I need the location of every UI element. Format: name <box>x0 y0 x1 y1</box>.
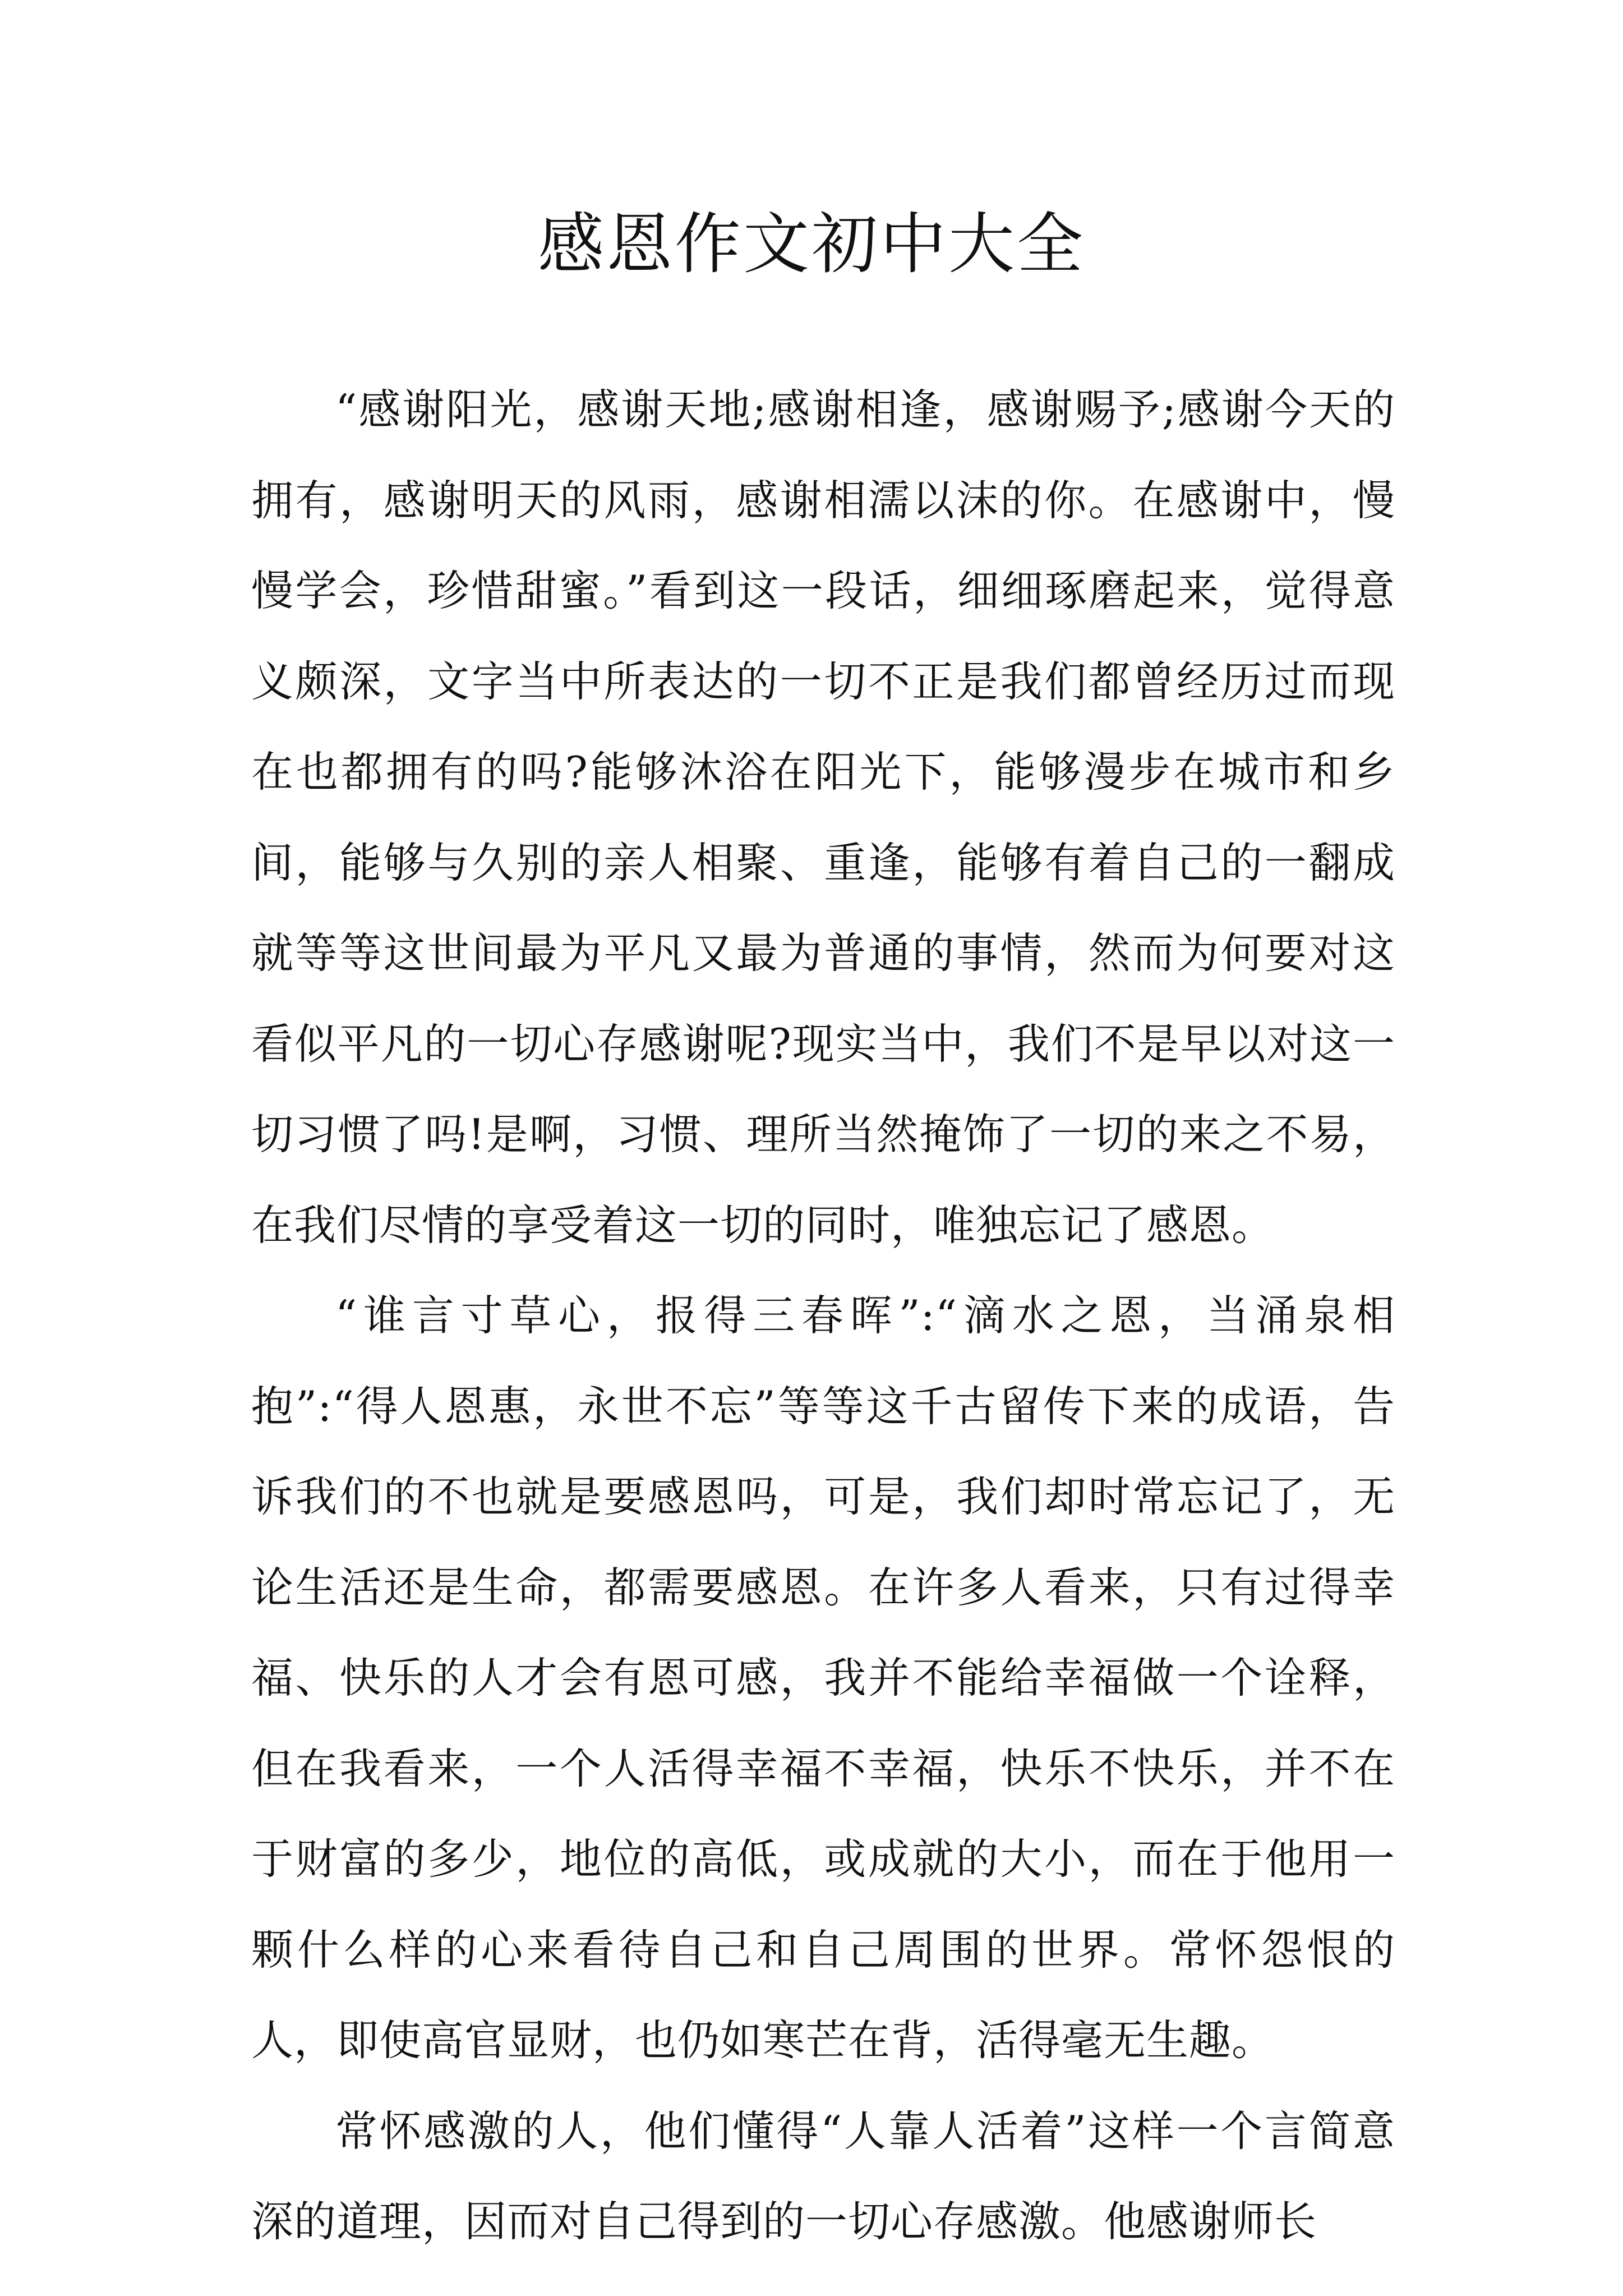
document-body <box>251 365 1395 2267</box>
paragraph-1: “感谢阳光，感谢天地;感谢相逢，感谢赐予;感谢今天的拥有，感谢明天的风雨，感谢相濡以沫的你。在感谢中，慢慢学会，珍惜甜蜜。”看到这一段话，细细琢磨起来，觉得意义颇深，文字当中所表达的一切不正是我们都曾经历过而现在也都拥有的吗?能够沐浴在阳光下，能够漫步在城市和乡间，能够与久别的亲人相聚、重逢，能够有着自己的一翻成就等等这世间最为平凡又最为普通的事情，然而为何要对这看似平凡的一切心存感谢呢?现实当中，我们不是早以对这一切习惯了吗!是啊，习惯、理所当然掩饰了一切的来之不易，在我们尽情的享受着这一切的同时，唯独忘记了感恩。 <box>251 385 1395 1250</box>
paragraph-3: 常怀感激的人，他们懂得“人靠人活着”这样一个言简意深的道理，因而对自己得到的一切心存感激。他感谢师长 <box>251 2106 1395 2246</box>
paragraph-2: “谁言寸草心，报得三春晖”:“滴水之恩，当涌泉相抱”:“得人恩惠，永世不忘”等等这千古留传下来的成语，告诉我们的不也就是要感恩吗，可是，我们却时常忘记了，无论生活还是生命，都需要感恩。在许多人看来，只有过得幸福、快乐的人才会有恩可感，我并不能给幸福做一个诠释，但在我看来，一个人活得幸福不幸福，快乐不快乐，并不在于财富的多少，地位的高低，或成就的大小，而在于他用一颗什么样的心来看待自己和自己周围的世界。常怀怨恨的人，即使高官显财，也仍如寒芒在背，活得毫无生趣。 <box>251 1291 1395 2065</box>
document-title: 感恩作文初中大全 <box>537 205 1085 283</box>
